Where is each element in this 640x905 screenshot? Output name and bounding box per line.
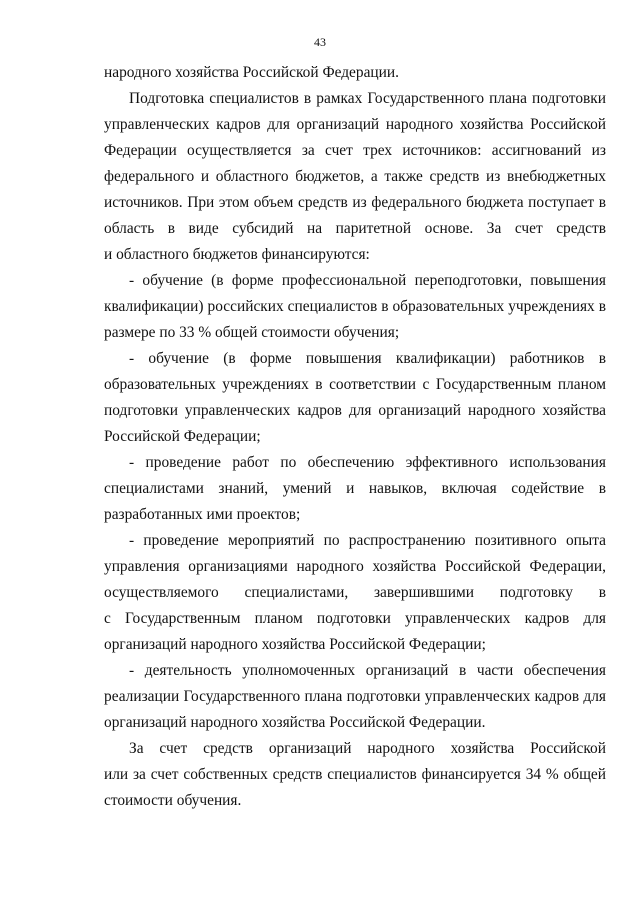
text-line: квалификации) российских специалистов в образовательных учреждениях в — [104, 298, 606, 315]
text-line: или за счет собственных средств специалистов финансируется 34 % общей — [104, 766, 606, 783]
text-line: стоимости обучения. — [104, 792, 242, 809]
text-line: источников. При этом объем средств из федерального бюджета поступает в — [104, 194, 606, 211]
text-line: разработанных ими проектов; — [104, 506, 301, 523]
text-line: управленческих кадров для организаций народного хозяйства Российской — [104, 116, 606, 133]
text-line: область в виде субсидий на паритетной основе. За счет средств — [104, 220, 606, 237]
text-line: - деятельность уполномоченных организаций в части обеспечения — [129, 662, 606, 679]
text-line: Подготовка специалистов в рамках Государственного плана подготовки — [129, 90, 606, 107]
text-line: организаций народного хозяйства Российской Федерации. — [104, 714, 486, 731]
text-line: управления организациями народного хозяйства Российской Федерации, — [104, 558, 606, 575]
text-line: осуществляемого специалистами, завершившими подготовку в — [104, 584, 606, 601]
text-line: подготовки управленческих кадров для организаций народного хозяйства — [104, 402, 606, 419]
text-line: Федерации осуществляется за счет трех источников: ассигнований из — [104, 142, 606, 159]
body-text — [104, 60, 606, 814]
text-line: организаций народного хозяйства Российской Федерации; — [104, 636, 486, 653]
text-line: За счет средств организаций народного хозяйства Российской — [129, 740, 606, 757]
text-line: образовательных учреждениях в соответствии с Государственным планом — [104, 376, 606, 393]
text-line: размере по 33 % общей стоимости обучения; — [104, 324, 400, 341]
text-line: - проведение работ по обеспечению эффективного использования — [129, 454, 606, 471]
text-line: - обучение (в форме повышения квалификации) работников в — [129, 350, 606, 367]
text-line: - проведение мероприятий по распространению позитивного опыта — [129, 532, 606, 549]
text-line: специалистами знаний, умений и навыков, включая содействие в — [104, 480, 606, 497]
text-line: народного хозяйства Российской Федерации. — [104, 64, 399, 81]
text-line: реализации Государственного плана подготовки управленческих кадров для — [104, 688, 606, 705]
page-number: 43 — [314, 35, 326, 49]
text-line: - обучение (в форме профессиональной переподготовки, повышения — [129, 272, 606, 289]
text-line: Российской Федерации; — [104, 428, 261, 445]
text-line: и областного бюджетов финансируются: — [104, 246, 370, 263]
text-line: с Государственным планом подготовки управленческих кадров для — [104, 610, 606, 627]
text-line: федерального и областного бюджетов, а также средств из внебюджетных — [104, 168, 606, 185]
